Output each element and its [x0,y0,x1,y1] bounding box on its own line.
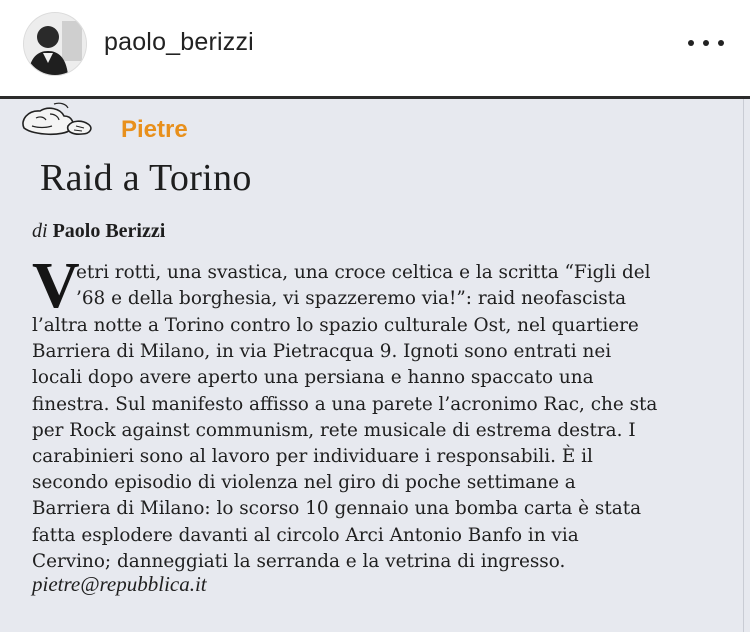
drop-cap: V [32,249,80,322]
article-body-line: secondo episodio di violenza nel giro di poche settimane a [32,472,576,493]
more-dot-icon [718,40,724,46]
article-body-line: carabinieri sono al lavoro per individuare i responsabili. È il [32,446,593,467]
contact-email: pietre@repubblica.it [32,572,207,596]
newspaper-clipping [0,96,750,632]
byline-prefix: di [32,220,48,242]
avatar-photo-icon [24,13,86,75]
stones-illustration-icon [14,102,100,140]
article-body-line: Barriera di Milano: lo scorso 10 gennaio una bomba carta è stata [32,498,642,519]
article-byline [32,220,165,243]
article-body-line: l’altra notte a Torino contro lo spazio culturale Ost, nel quartiere [32,315,639,336]
post-header [0,0,750,90]
more-dot-icon [703,40,709,46]
article-body-line: finestra. Sul manifesto affisso a una parete l’acronimo Rac, che sta [32,394,658,415]
profile-avatar[interactable] [24,13,86,75]
byline-author: Paolo Berizzi [52,220,166,242]
article-body-line: Barriera di Milano, in via Pietracqua 9. Ignoti sono entrati nei [32,341,612,362]
article-body-line: ’68 e della borghesia, vi spazzeremo via!”: raid neofascista [76,288,627,309]
article-body-line: etri rotti, una svastica, una croce celtica e la scritta “Figli del [76,262,651,283]
article-body-line: locali dopo avere aperto una persiana e hanno spaccato una [32,367,594,388]
article-body-line: Cervino; danneggiati la serranda e la vetrina di ingresso. [32,551,566,572]
more-dot-icon [688,40,694,46]
section-kicker: Pietre [121,116,188,143]
more-options-button[interactable] [688,29,724,57]
username[interactable]: paolo_berizzi [104,28,254,56]
article-body-line: fatta esplodere davanti al circolo Arci Antonio Banfo in via [32,525,579,546]
article-body-line: per Rock against communism, rete musicale di estrema destra. I [32,420,636,441]
article-headline: Raid a Torino [40,157,252,199]
